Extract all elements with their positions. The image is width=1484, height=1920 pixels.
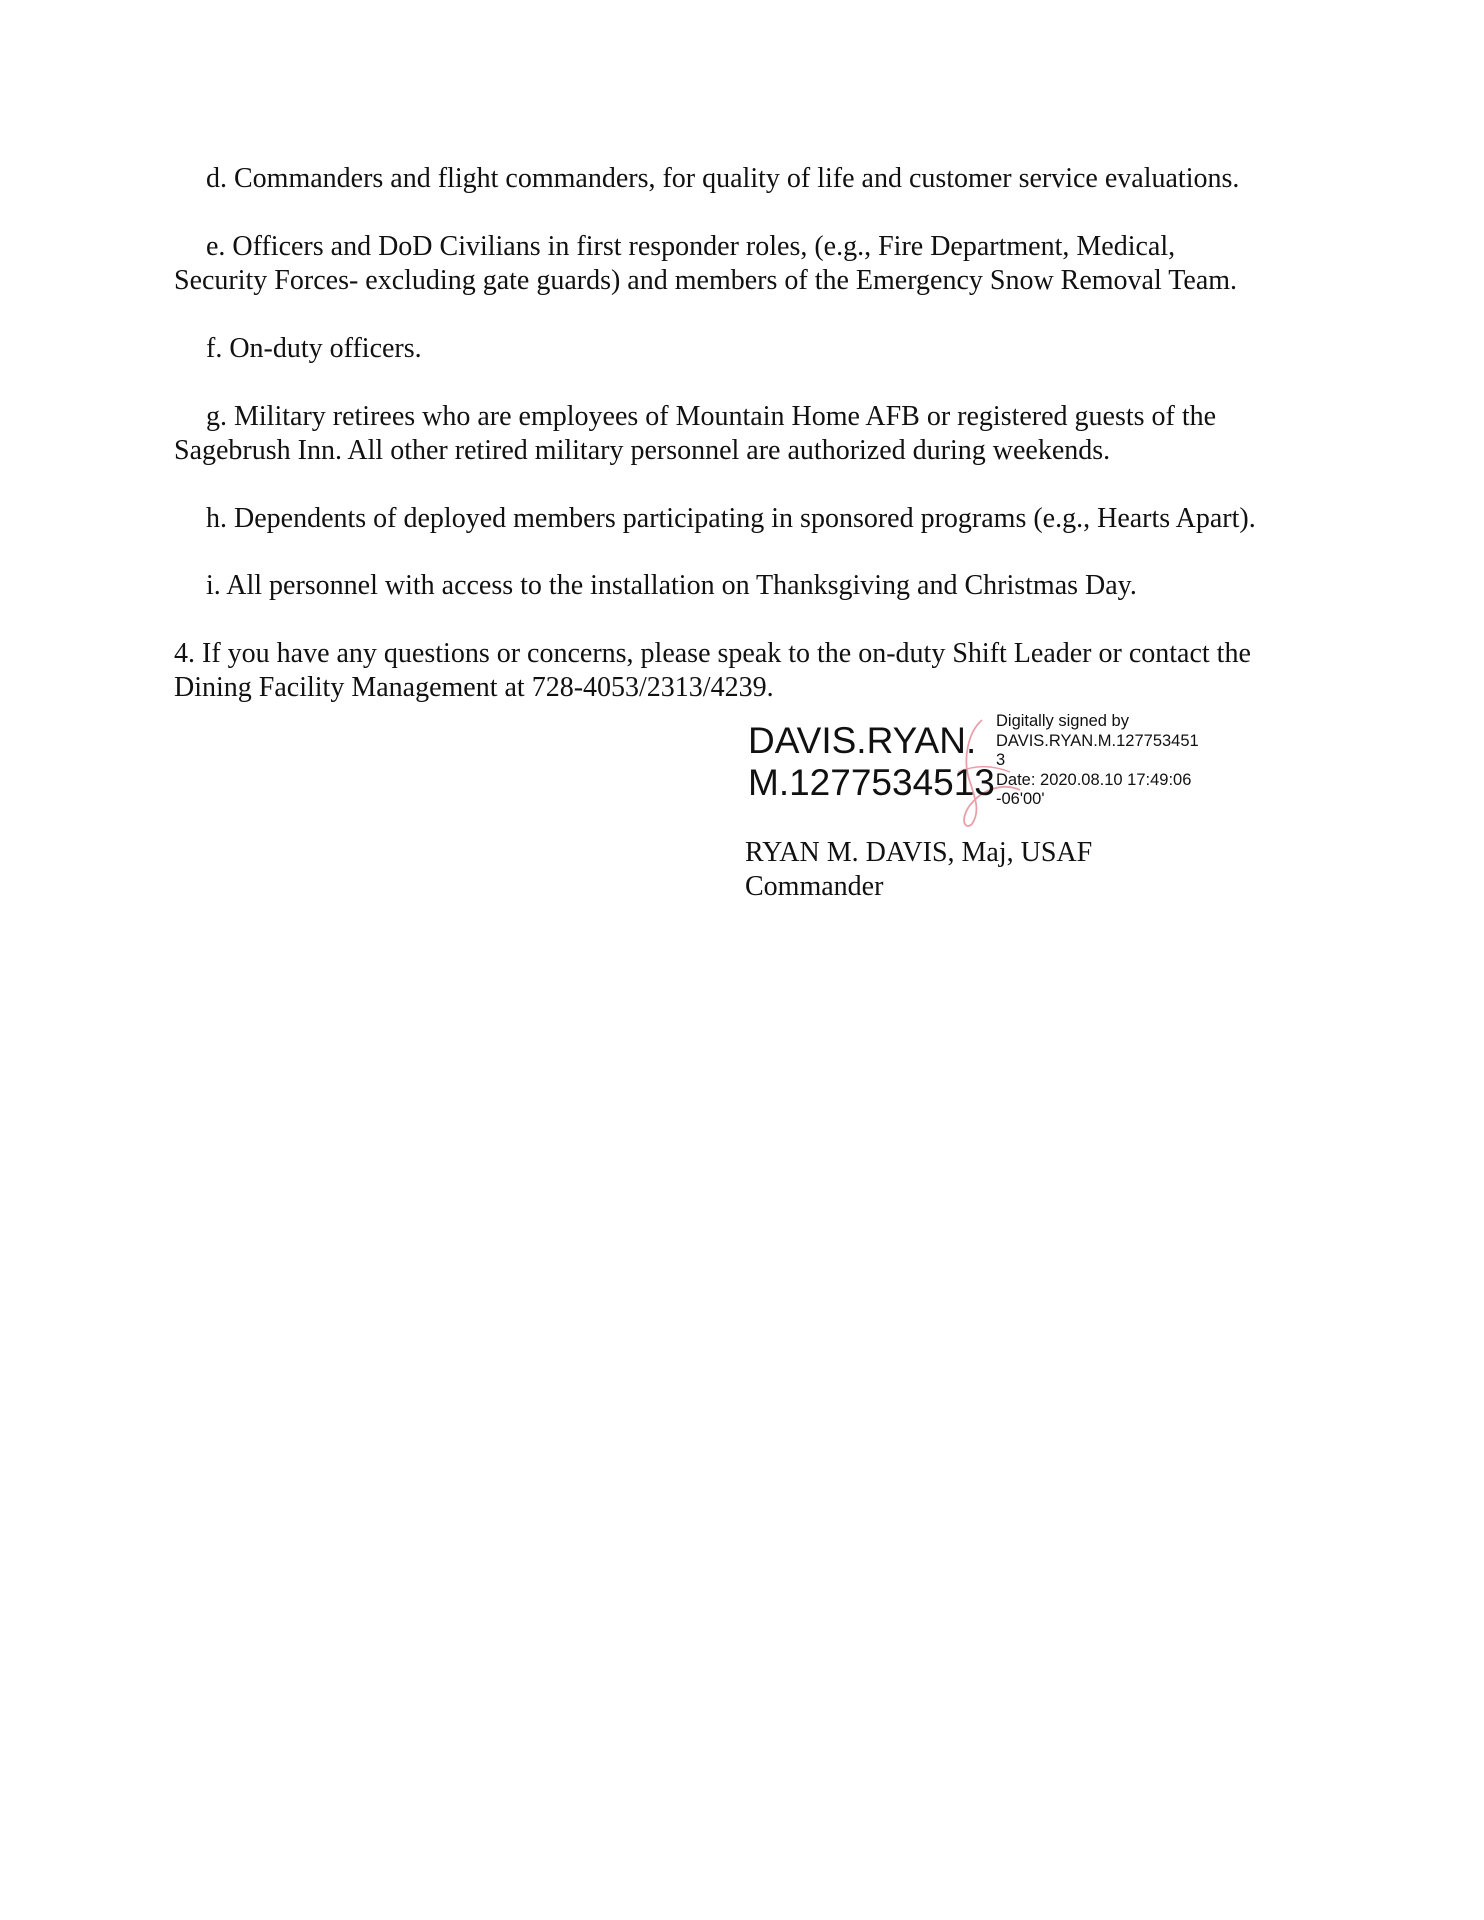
- signature-details: [996, 712, 1199, 810]
- signature-detail-line-1: Digitally signed by: [996, 712, 1129, 730]
- paragraph-g: [174, 400, 1324, 468]
- paragraph-g-line-1: g. Military retirees who are employees of Mountain Home AFB or registered guests of the: [206, 401, 1217, 432]
- paragraph-4: [174, 637, 1324, 705]
- signer-title: Commander: [745, 871, 884, 902]
- signature-name-line-1: DAVIS.RYAN.: [748, 720, 977, 761]
- signer-block: [745, 836, 1092, 904]
- paragraph-i: [174, 569, 1356, 603]
- signature-name-line-2: M.1277534513: [748, 762, 995, 803]
- paragraph-h-text: h. Dependents of deployed members participating in sponsored programs (e.g., Hearts Apart).: [206, 503, 1256, 534]
- paragraph-4-line-1: 4. If you have any questions or concerns, please speak to the on-duty Shift Leader or contact the: [174, 638, 1251, 669]
- paragraph-d: [174, 162, 1356, 196]
- paragraph-g-line-2: Sagebrush Inn. All other retired military personnel are authorized during weekends.: [174, 435, 1111, 466]
- paragraph-e: [174, 230, 1324, 298]
- paragraph-4-line-2: Dining Facility Management at 728-4053/2313/4239.: [174, 672, 774, 703]
- signature-name: [748, 720, 995, 804]
- paragraph-h: [174, 502, 1356, 536]
- paragraph-i-text: i. All personnel with access to the installation on Thanksgiving and Christmas Day.: [206, 570, 1137, 601]
- paragraph-e-line-2: Security Forces- excluding gate guards) and members of the Emergency Snow Removal Team.: [174, 265, 1238, 296]
- signature-detail-line-3: 3: [996, 751, 1006, 769]
- paragraph-e-line-1: e. Officers and DoD Civilians in first responder roles, (e.g., Fire Department, Medical,: [206, 231, 1176, 262]
- digital-signature[interactable]: [745, 712, 1265, 832]
- signature-detail-line-2: DAVIS.RYAN.M.127753451: [996, 731, 1199, 750]
- signer-name: RYAN M. DAVIS, Maj, USAF: [745, 837, 1093, 868]
- signature-detail-line-5: -06'00': [996, 790, 1045, 808]
- paragraph-f-text: f. On-duty officers.: [206, 333, 422, 364]
- paragraph-f: [174, 332, 1356, 366]
- paragraph-d-text: d. Commanders and flight commanders, for quality of life and customer service evaluations.: [206, 163, 1240, 194]
- signature-detail-line-4: Date: 2020.08.10 17:49:06: [996, 770, 1192, 789]
